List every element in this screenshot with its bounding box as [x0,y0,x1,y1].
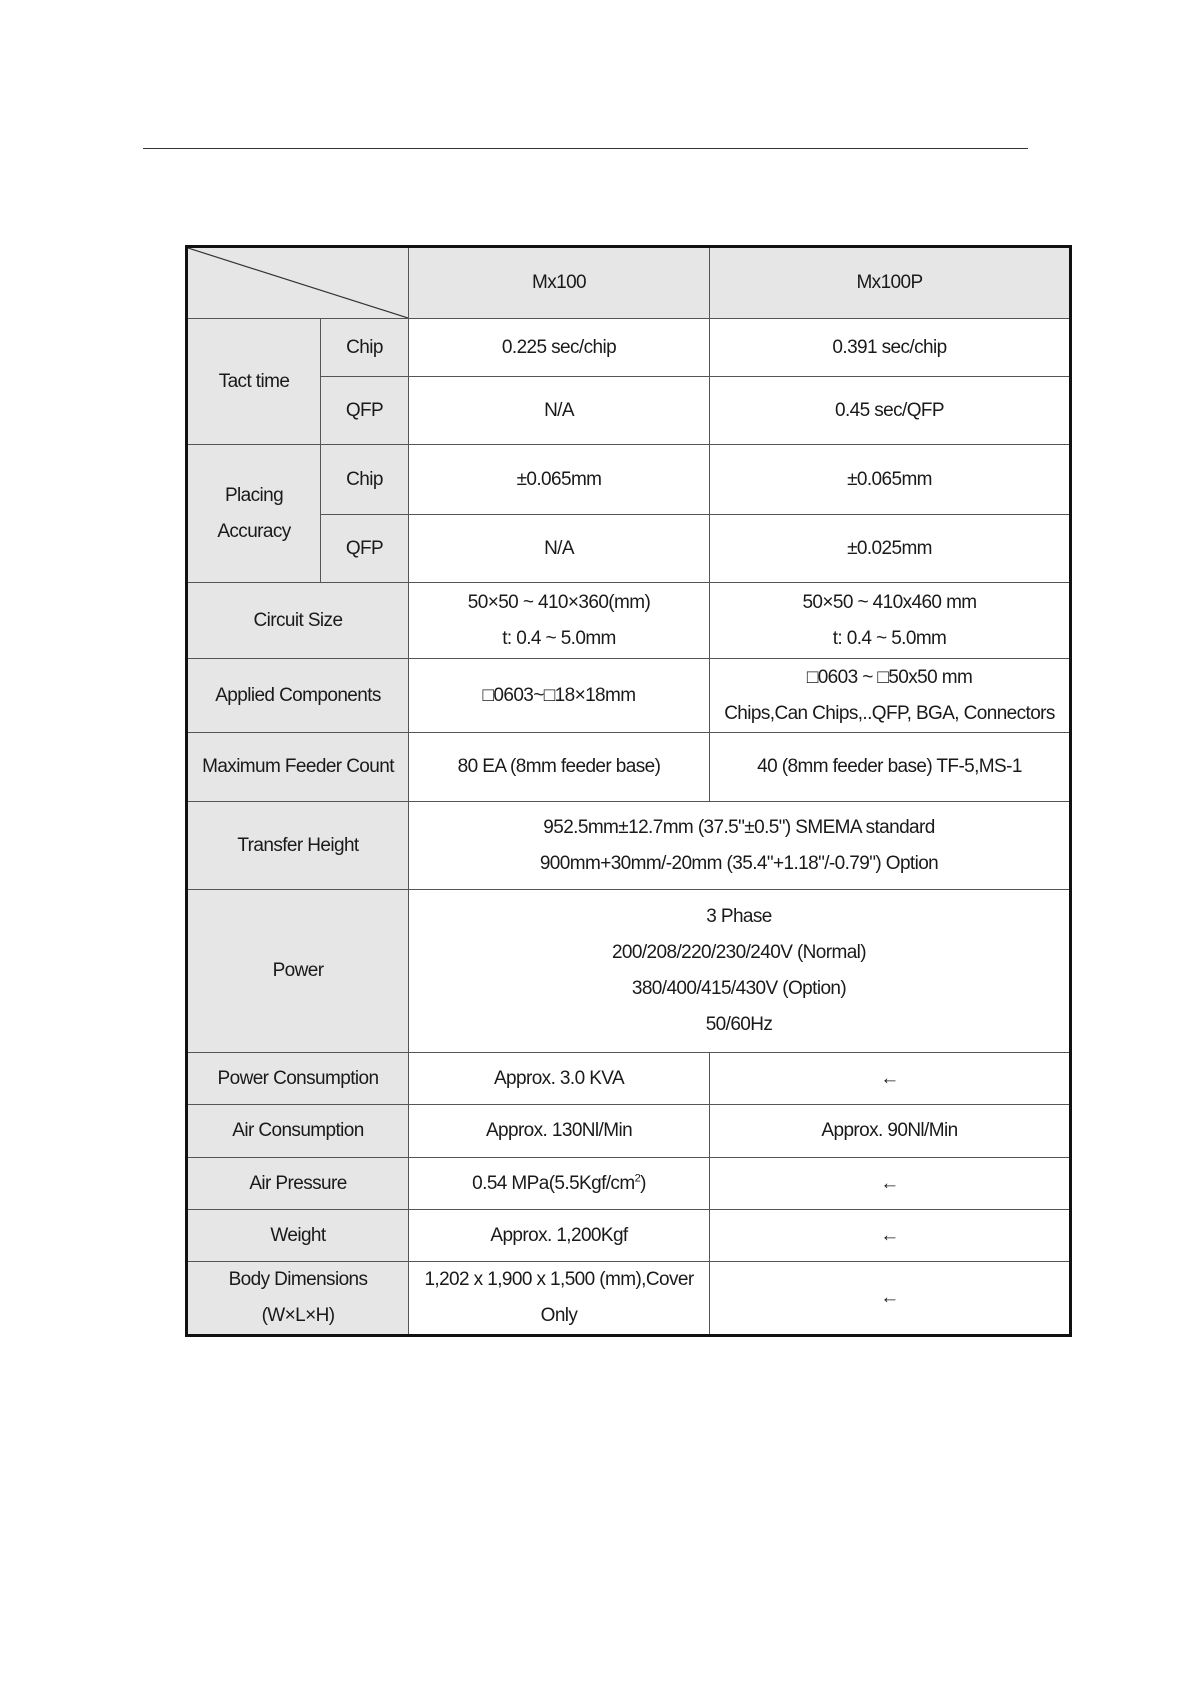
row-label-power: Power [187,890,409,1053]
row-label-air-pressure: Air Pressure [187,1158,409,1210]
table-row [187,1105,1071,1158]
table-row [187,445,1071,515]
sub-label-chip: Chip [321,445,409,515]
row-label-transfer-height: Transfer Height [187,802,409,890]
cell-power-consumption-mx100: Approx. 3.0 KVA [409,1053,710,1105]
label-line: (W×L×H) [261,1305,335,1326]
table-row [187,1262,1071,1336]
value-line: 200/208/220/230/240V (Normal) [611,942,867,963]
cell-power [409,890,1071,1053]
value-line: 50/60Hz [705,1014,773,1035]
row-label-applied-components: Applied Components [187,659,409,733]
table-row [187,1053,1071,1105]
row-label-max-feeder: Maximum Feeder Count [187,733,409,802]
value-line: 952.5mm±12.7mm (37.5"±0.5") SMEMA standard [543,816,935,838]
row-label-placing-accuracy [187,445,321,583]
superscript: 2 [634,1172,641,1185]
row-label-air-consumption: Air Consumption [187,1105,409,1158]
table-row [187,1210,1071,1262]
value-line: 50×50 ~ 410x460 mm [802,591,977,613]
cell-transfer-height [409,802,1071,890]
cell-applied-components-mx100p [710,659,1071,733]
table-row [187,659,1071,733]
label-line: Body Dimensions [228,1269,368,1290]
value-text: 0.54 MPa(5.5Kgf/cm [472,1172,635,1194]
value-line: t: 0.4 ~ 5.0mm [832,627,947,649]
cell-tact-chip-mx100p: 0.391 sec/chip [710,319,1071,377]
row-label-power-consumption: Power Consumption [187,1053,409,1105]
diagonal-line [188,248,408,318]
value-text: ) [640,1172,646,1194]
table-row [187,319,1071,377]
spec-table [185,245,1072,1337]
cell-circuit-size-mx100 [409,583,710,659]
cell-tact-qfp-mx100p: 0.45 sec/QFP [710,377,1071,445]
value-line: Only [540,1305,578,1326]
header-row [187,247,1071,319]
cell-applied-components-mx100: □0603~□18×18mm [409,659,710,733]
cell-power-consumption-mx100p: ← [710,1053,1071,1105]
table-row [187,1158,1071,1210]
sub-label-qfp: QFP [321,515,409,583]
sub-label-qfp: QFP [321,377,409,445]
sub-label-chip: Chip [321,319,409,377]
table-row [187,583,1071,659]
cell-body-dimensions-mx100 [409,1262,710,1336]
value-line: 1,202 x 1,900 x 1,500 (mm),Cover [424,1269,694,1290]
cell-air-pressure-mx100 [409,1158,710,1210]
cell-air-consumption-mx100p: Approx. 90Nl/Min [710,1105,1071,1158]
cell-max-feeder-mx100: 80 EA (8mm feeder base) [409,733,710,802]
table-row [187,802,1071,890]
label-line: Placing [224,484,284,506]
table-row [187,733,1071,802]
cell-max-feeder-mx100p: 40 (8mm feeder base) TF-5,MS-1 [710,733,1071,802]
row-label-tact-time: Tact time [187,319,321,445]
cell-accuracy-qfp-mx100p: ±0.025mm [710,515,1071,583]
value-line: □0603 ~ □50x50 mm [806,666,973,688]
cell-circuit-size-mx100p [710,583,1071,659]
label-line: Accuracy [217,520,291,542]
cell-body-dimensions-mx100p: ← [710,1262,1071,1336]
row-label-body-dimensions [187,1262,409,1336]
column-header-mx100p: Mx100P [710,247,1071,319]
cell-tact-chip-mx100: 0.225 sec/chip [409,319,710,377]
value-line: t: 0.4 ~ 5.0mm [502,627,616,649]
cell-air-pressure-mx100p: ← [710,1158,1071,1210]
cell-accuracy-chip-mx100p: ±0.065mm [710,445,1071,515]
cell-accuracy-qfp-mx100: N/A [409,515,710,583]
row-label-weight: Weight [187,1210,409,1262]
cell-weight-mx100: Approx. 1,200Kgf [409,1210,710,1262]
corner-cell [187,247,409,319]
value-line: 900mm+30mm/-20mm (35.4"+1.18"/-0.79") Option [539,852,939,874]
table-row [187,890,1071,1053]
cell-accuracy-chip-mx100: ±0.065mm [409,445,710,515]
header-rule [143,148,1028,149]
cell-weight-mx100p: ← [710,1210,1071,1262]
column-header-mx100: Mx100 [409,247,710,319]
value-line: Chips,Can Chips,..QFP, BGA, Connectors [724,702,1055,724]
cell-air-consumption-mx100: Approx. 130Nl/Min [409,1105,710,1158]
value-line: 50×50 ~ 410×360(mm) [467,591,651,613]
cell-tact-qfp-mx100: N/A [409,377,710,445]
row-label-circuit-size: Circuit Size [187,583,409,659]
value-line: 3 Phase [706,906,772,927]
value-line: 380/400/415/430V (Option) [631,978,847,999]
